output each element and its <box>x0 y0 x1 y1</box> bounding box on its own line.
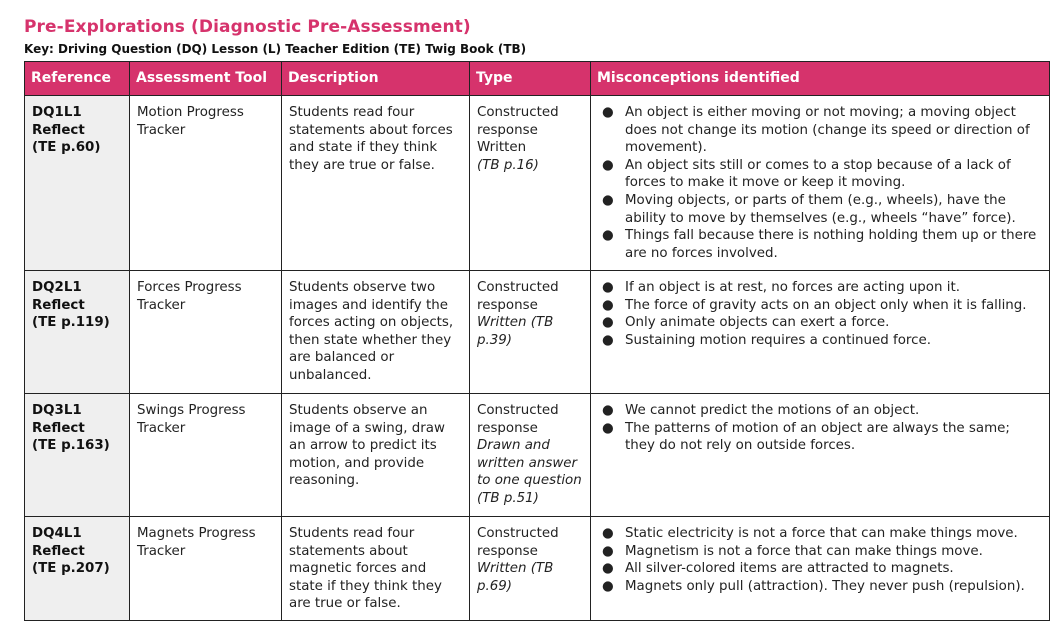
reference-page: (TE p.119) <box>32 315 110 331</box>
misconception-text: All silver-colored items are attracted to magnets. <box>625 561 954 577</box>
misconceptions-list <box>598 525 1043 595</box>
list-item <box>598 543 1043 561</box>
reference-code: DQ1L1 <box>32 105 82 120</box>
misconception-text: Moving objects, or parts of them (e.g., wheels), have the ability to move by themselves (e.g., wheels “have” force). <box>625 192 1016 226</box>
reference-code: DQ4L1 <box>32 526 82 541</box>
table-row <box>25 96 1050 271</box>
type-book-ref: Written (TB p.39) <box>477 315 554 348</box>
table-row <box>25 394 1050 517</box>
misconception-text: Sustaining motion requires a continued force. <box>625 332 931 348</box>
misconception-text: Magnets only pull (attraction). They never push (repulsion). <box>625 578 1025 594</box>
bullet-icon: ● <box>602 297 614 313</box>
misconception-text: Static electricity is not a force that can make things move. <box>625 526 1018 541</box>
type-book-ref: (TB p.16) <box>477 157 539 173</box>
bullet-icon: ● <box>602 157 614 173</box>
bullet-icon: ● <box>602 578 614 594</box>
bullet-icon: ● <box>602 192 614 208</box>
header-type: Type <box>470 62 591 96</box>
bullet-icon: ● <box>602 526 614 541</box>
reference-page: (TE p.207) <box>32 561 110 577</box>
list-item <box>598 420 1043 455</box>
tool-cell: Forces Progress Tracker <box>130 271 282 394</box>
reference-code: DQ3L1 <box>32 403 82 418</box>
header-description: Description <box>282 62 470 96</box>
assessment-table <box>24 61 1050 621</box>
bullet-icon: ● <box>602 332 614 348</box>
tool-cell: Motion Progress Tracker <box>130 96 282 271</box>
misconception-text: Magnetism is not a force that can make things move. <box>625 543 983 559</box>
list-item <box>598 279 1043 297</box>
list-item <box>598 314 1043 332</box>
misconception-text: Things fall because there is nothing holding them up or there are no forces involved. <box>625 228 1037 261</box>
misconceptions-cell <box>591 96 1050 271</box>
misconception-text: An object sits still or comes to a stop because of a lack of forces to make it move or keep it moving. <box>625 157 1011 191</box>
type-line: Constructed <box>477 105 559 120</box>
misconception-text: We cannot predict the motions of an object. <box>625 403 920 418</box>
misconception-text: If an object is at rest, no forces are acting upon it. <box>625 280 960 295</box>
list-item <box>598 157 1043 192</box>
misconceptions-cell <box>591 394 1050 517</box>
type-line: response <box>477 122 538 138</box>
list-item <box>598 560 1043 578</box>
description-cell: Students observe two images and identify the forces acting on objects, then state whether they are balanced or unbalanced. <box>282 271 470 394</box>
bullet-icon: ● <box>602 228 614 244</box>
reference-cell <box>25 271 130 394</box>
misconceptions-cell <box>591 517 1050 621</box>
header-assessment-tool: Assessment Tool <box>130 62 282 96</box>
bullet-icon: ● <box>602 420 614 436</box>
description-cell: Students observe an image of a swing, draw an arrow to predict its motion, and provide reasoning. <box>282 394 470 517</box>
list-item <box>598 332 1043 350</box>
list-item <box>598 578 1043 596</box>
reference-cell <box>25 394 130 517</box>
misconception-text: The force of gravity acts on an object only when it is falling. <box>625 297 1027 313</box>
type-cell <box>470 271 591 394</box>
reference-cell <box>25 96 130 271</box>
reference-page: (TE p.163) <box>32 438 110 454</box>
type-line: response <box>477 297 538 313</box>
type-line: response <box>477 543 538 559</box>
list-item <box>598 402 1043 420</box>
bullet-icon: ● <box>602 561 614 577</box>
type-cell <box>470 394 591 517</box>
reference-activity: Reflect <box>32 297 85 313</box>
tool-cell: Swings Progress Tracker <box>130 394 282 517</box>
reference-activity: Reflect <box>32 122 85 138</box>
type-book-ref: Drawn and written answer to one question (TB p.51) <box>477 438 582 506</box>
bullet-icon: ● <box>602 315 614 331</box>
reference-code: DQ2L1 <box>32 280 82 295</box>
description-cell: Students read four statements about magnetic forces and state if they think they are true or false. <box>282 517 470 621</box>
reference-page: (TE p.60) <box>32 140 101 156</box>
table-row <box>25 271 1050 394</box>
type-line: Constructed <box>477 403 559 418</box>
type-line: Constructed <box>477 280 559 295</box>
type-book-ref: Written (TB p.69) <box>477 561 554 594</box>
misconceptions-list <box>598 104 1043 262</box>
bullet-icon: ● <box>602 105 614 120</box>
list-item <box>598 297 1043 315</box>
list-item <box>598 525 1043 543</box>
reference-cell <box>25 517 130 621</box>
reference-activity: Reflect <box>32 543 85 559</box>
type-line: Constructed <box>477 526 559 541</box>
table-header-row <box>25 62 1050 96</box>
misconceptions-cell <box>591 271 1050 394</box>
bullet-icon: ● <box>602 543 614 559</box>
bullet-icon: ● <box>602 403 614 418</box>
type-line: response <box>477 420 538 436</box>
header-reference: Reference <box>25 62 130 96</box>
misconceptions-list <box>598 402 1043 455</box>
list-item <box>598 104 1043 157</box>
type-line: Written <box>477 140 527 156</box>
misconceptions-list <box>598 279 1043 349</box>
misconception-text: Only animate objects can exert a force. <box>625 315 890 331</box>
table-row <box>25 517 1050 621</box>
type-cell <box>470 96 591 271</box>
key-legend: Key: Driving Question (DQ) Lesson (L) Teacher Edition (TE) Twig Book (TB) <box>24 42 527 56</box>
tool-cell: Magnets Progress Tracker <box>130 517 282 621</box>
reference-activity: Reflect <box>32 420 85 436</box>
misconception-text: An object is either moving or not moving; a moving object does not change its motion (change its speed or direction of movement). <box>625 105 1030 156</box>
type-cell <box>470 517 591 621</box>
header-misconceptions: Misconceptions identified <box>591 62 1050 96</box>
page-title: Pre-Explorations (Diagnostic Pre-Assessment) <box>24 17 471 37</box>
bullet-icon: ● <box>602 280 614 295</box>
description-cell: Students read four statements about forces and state if they think they are true or false. <box>282 96 470 271</box>
misconception-text: The patterns of motion of an object are always the same; they do not rely on outside forces. <box>625 420 1010 454</box>
list-item <box>598 227 1043 262</box>
list-item <box>598 192 1043 227</box>
